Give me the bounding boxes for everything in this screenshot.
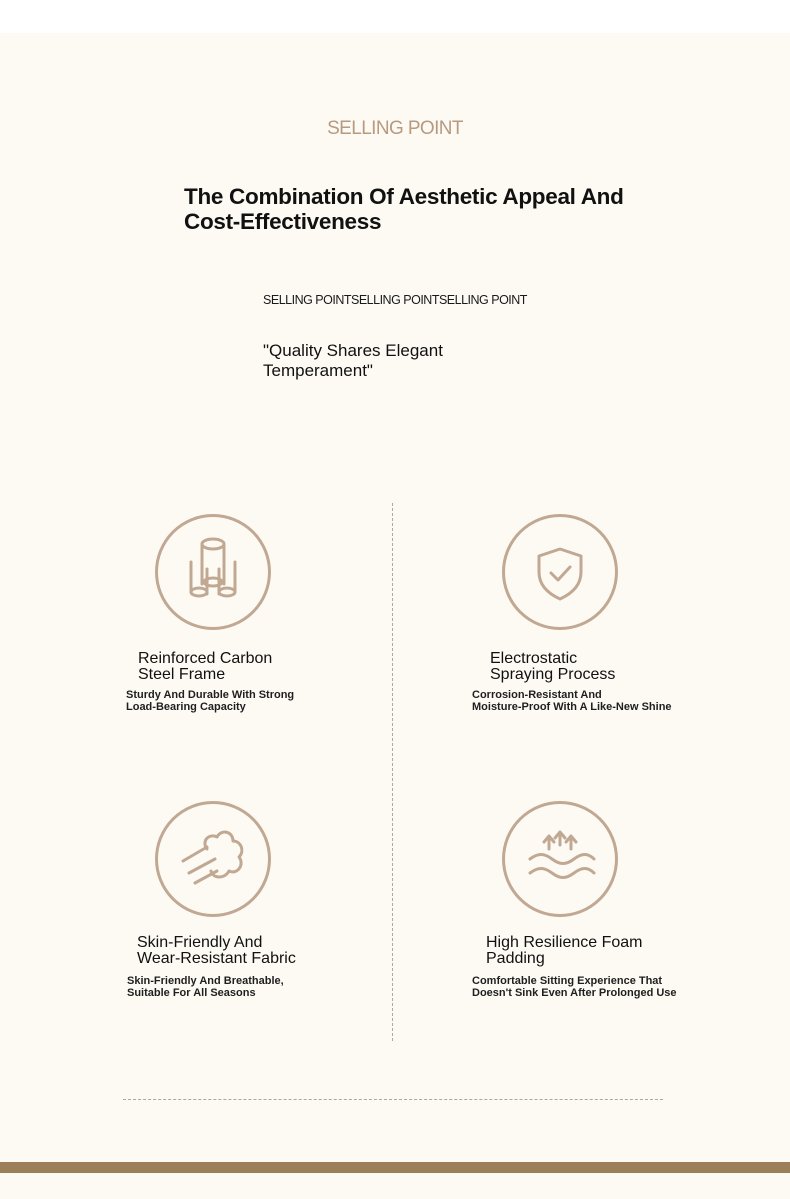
selling-point-ticker: SELLING POINTSELLING POINTSELLING POINT — [263, 293, 527, 307]
steel-pipes-icon — [155, 514, 271, 630]
feature-title: Skin-Friendly And Wear-Resistant Fabric — [137, 934, 296, 967]
bottom-accent-bar — [0, 1162, 790, 1173]
feature-description: Corrosion-Resistant And Moisture-Proof With A Like-New Shine — [472, 689, 672, 713]
quote-text: "Quality Shares Elegant Temperament" — [263, 341, 443, 380]
feature-description: Sturdy And Durable With Strong Load-Bearing Capacity — [126, 689, 295, 713]
page-headline: The Combination Of Aesthetic Appeal And Cost-Effectiveness — [184, 184, 624, 234]
feature-title: Electrostatic Spraying Process — [490, 650, 616, 683]
feature-title: Reinforced Carbon Steel Frame — [138, 650, 273, 683]
feature-description: Comfortable Sitting Experience That Doesn't Sink Even After Prolonged Use — [472, 975, 677, 999]
breathable-fabric-icon — [155, 801, 271, 917]
shield-check-icon — [502, 514, 618, 630]
eyebrow-label: SELLING POINT — [327, 118, 463, 139]
feature-title: High Resilience Foam Padding — [486, 934, 643, 967]
feature-description: Skin-Friendly And Breathable, Suitable For All Seasons — [127, 975, 284, 999]
resilience-foam-icon — [502, 801, 618, 917]
vertical-divider — [392, 503, 393, 1041]
horizontal-divider — [123, 1099, 663, 1100]
